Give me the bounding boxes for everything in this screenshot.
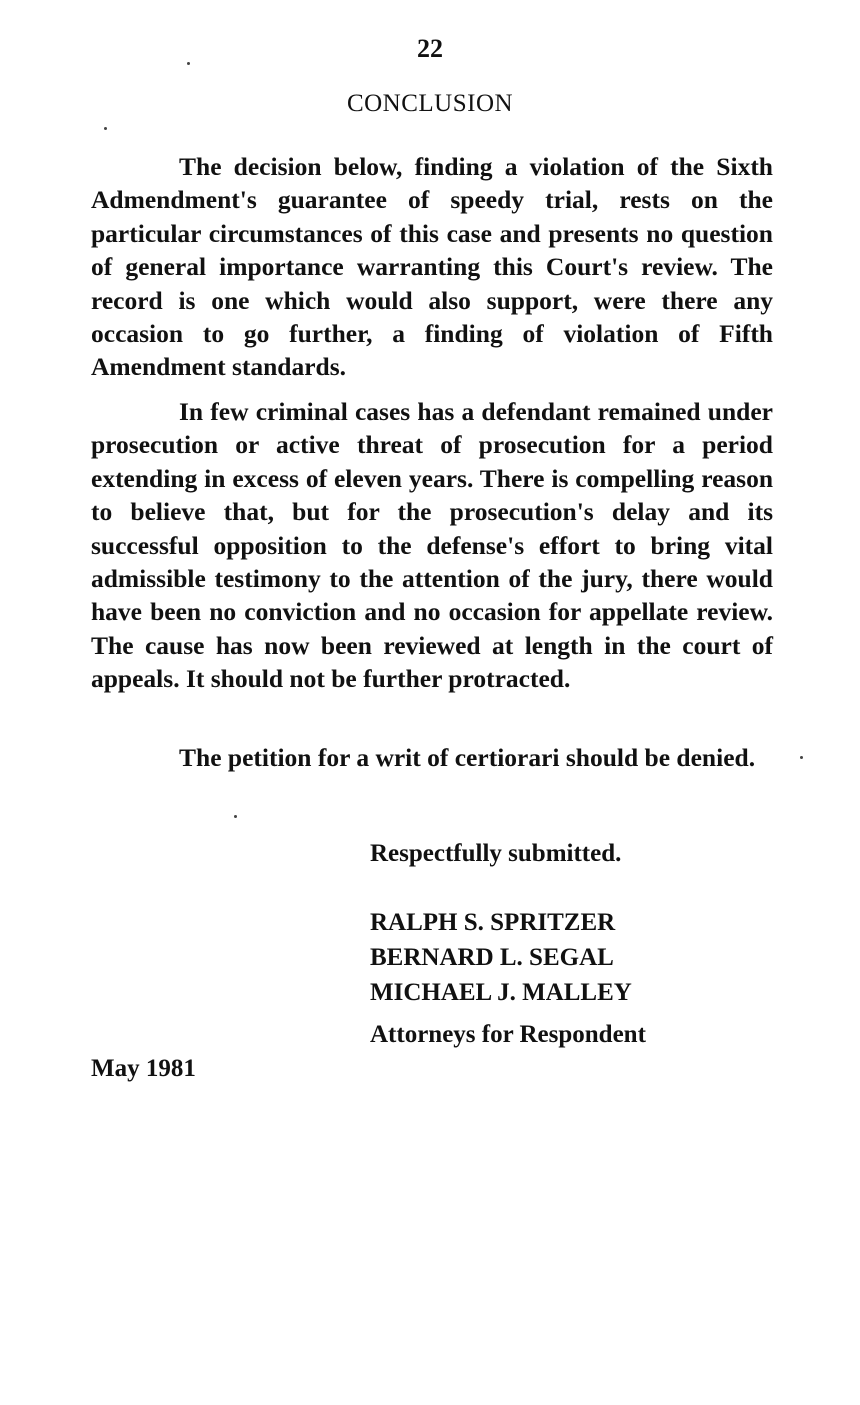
signer-name: RALPH S. SPRITZER: [370, 909, 616, 936]
signer-list: [370, 905, 632, 1010]
scan-speck: [800, 756, 803, 759]
scan-speck: [234, 815, 237, 818]
paragraph-petition: The petition for a writ of certiorari should be denied.: [179, 743, 756, 772]
signer-name: BERNARD L. SEGAL: [370, 944, 614, 971]
signer-role: Attorneys for Respondent: [370, 1021, 646, 1048]
section-heading: CONCLUSION: [346, 90, 514, 117]
paragraph-decision: The decision below, finding a violation of the Sixth Admendment's guarantee of speedy trial, rests on the particular circumstances of this case and presents no question of general importance warranting this Court's review. The record is one which would also support, were there any occasion to go further, a finding of violation of Fifth Amendment standards.: [91, 152, 773, 382]
scan-speck: [104, 127, 107, 130]
paragraph-delay: In few criminal cases has a defendant remained under prosecution or active threat of prosecution for a period extending in excess of eleven years. There is compelling reason to believe that, but for the prosecution's delay and its successful opposition to the defense's effort to bring vital admissible testimony to the attention of the jury, there would have been no conviction and no occasion for appellate review. The cause has now been reviewed at length in the court of appeals. It should not be further protracted.: [91, 397, 773, 694]
closing-line: Respectfully submitted.: [370, 840, 622, 867]
signer-name: MICHAEL J. MALLEY: [370, 979, 632, 1006]
scan-speck: [187, 62, 190, 65]
document-date: May 1981: [91, 1055, 196, 1082]
page-number: 22: [417, 34, 443, 63]
